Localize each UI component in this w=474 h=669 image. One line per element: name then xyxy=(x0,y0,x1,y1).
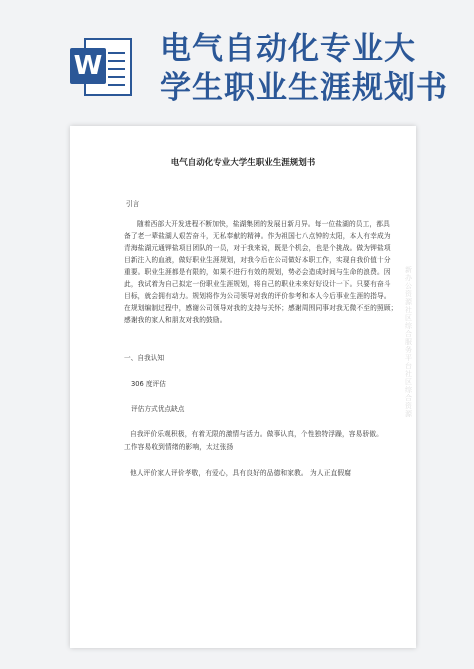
intro-line: 感谢我的家人和朋友对我的鼓励。 xyxy=(124,316,227,324)
banner-title xyxy=(160,30,460,108)
intro-line: 目新注入的血液，做好职业生涯规划，对我今后在公司做好本职工作，实现自我价值十分 xyxy=(124,256,391,264)
eval-label: 306 度评估 xyxy=(131,380,166,388)
word-document-icon xyxy=(70,38,132,96)
intro-line: 在规划编制过程中，感谢公司领导对我的支持与关怀；感谢周围同事对我无微不至的照顾； xyxy=(124,304,398,312)
document-title: 电气自动化专业大学生职业生涯规划书 xyxy=(170,158,316,168)
intro-heading: 引言 xyxy=(126,200,140,208)
others-eval-line: 他人评价家人评价孝敬，有爱心，具有良好的品德和家教。 为人正直假腐 xyxy=(130,469,352,477)
intro-line: 此，我试着为自己拟定一份职业生涯规划，将自己的职业未来好好设计一下。只要有奋斗 xyxy=(124,280,391,288)
self-eval-line: 工作容易收到情绪的影响，太过张扬 xyxy=(124,443,234,451)
intro-line: 青海盐湖元通钾盐项目团队的一员，对于我来说，既是个机会，也是个挑战。做为钾盐项 xyxy=(124,244,391,252)
section-heading: 一、自我认知 xyxy=(124,354,165,362)
banner xyxy=(0,0,474,118)
intro-line: 随着西部大开发进程不断加快，盐湖集团的发展日新月异。每一位盐湖的员工，都具 xyxy=(137,220,390,228)
intro-line: 备了老一辈盐湖人艰苦奋斗，无私奉献的精神。作为祖国七八点钟的太阳，本人有幸成为 xyxy=(124,232,391,240)
eval-method: 评估方式优点缺点 xyxy=(131,405,185,413)
word-badge: W xyxy=(70,48,106,84)
intro-line: 重要。职业生涯都是有限的，如果不进行有效的规划，势必会造成时间与生命的浪费。因 xyxy=(124,268,391,276)
intro-line: 目标，就会拥有动力。规划将作为公司领导对我的评价参考和本人今后事业生涯的指导。 xyxy=(124,292,391,300)
watermark: 新办公资源社区综合服务平台社区综合资源 xyxy=(405,266,412,418)
self-eval-line: 自我评价乐观积极，有着无限的激情与活力。做事认真，个性独特浮躁，容易骄傲。 xyxy=(130,430,383,438)
banner-title-line2: 学生职业生涯规划书 xyxy=(160,70,448,106)
banner-title-line1: 电气自动化专业大 xyxy=(160,31,416,67)
document-page xyxy=(70,126,416,648)
